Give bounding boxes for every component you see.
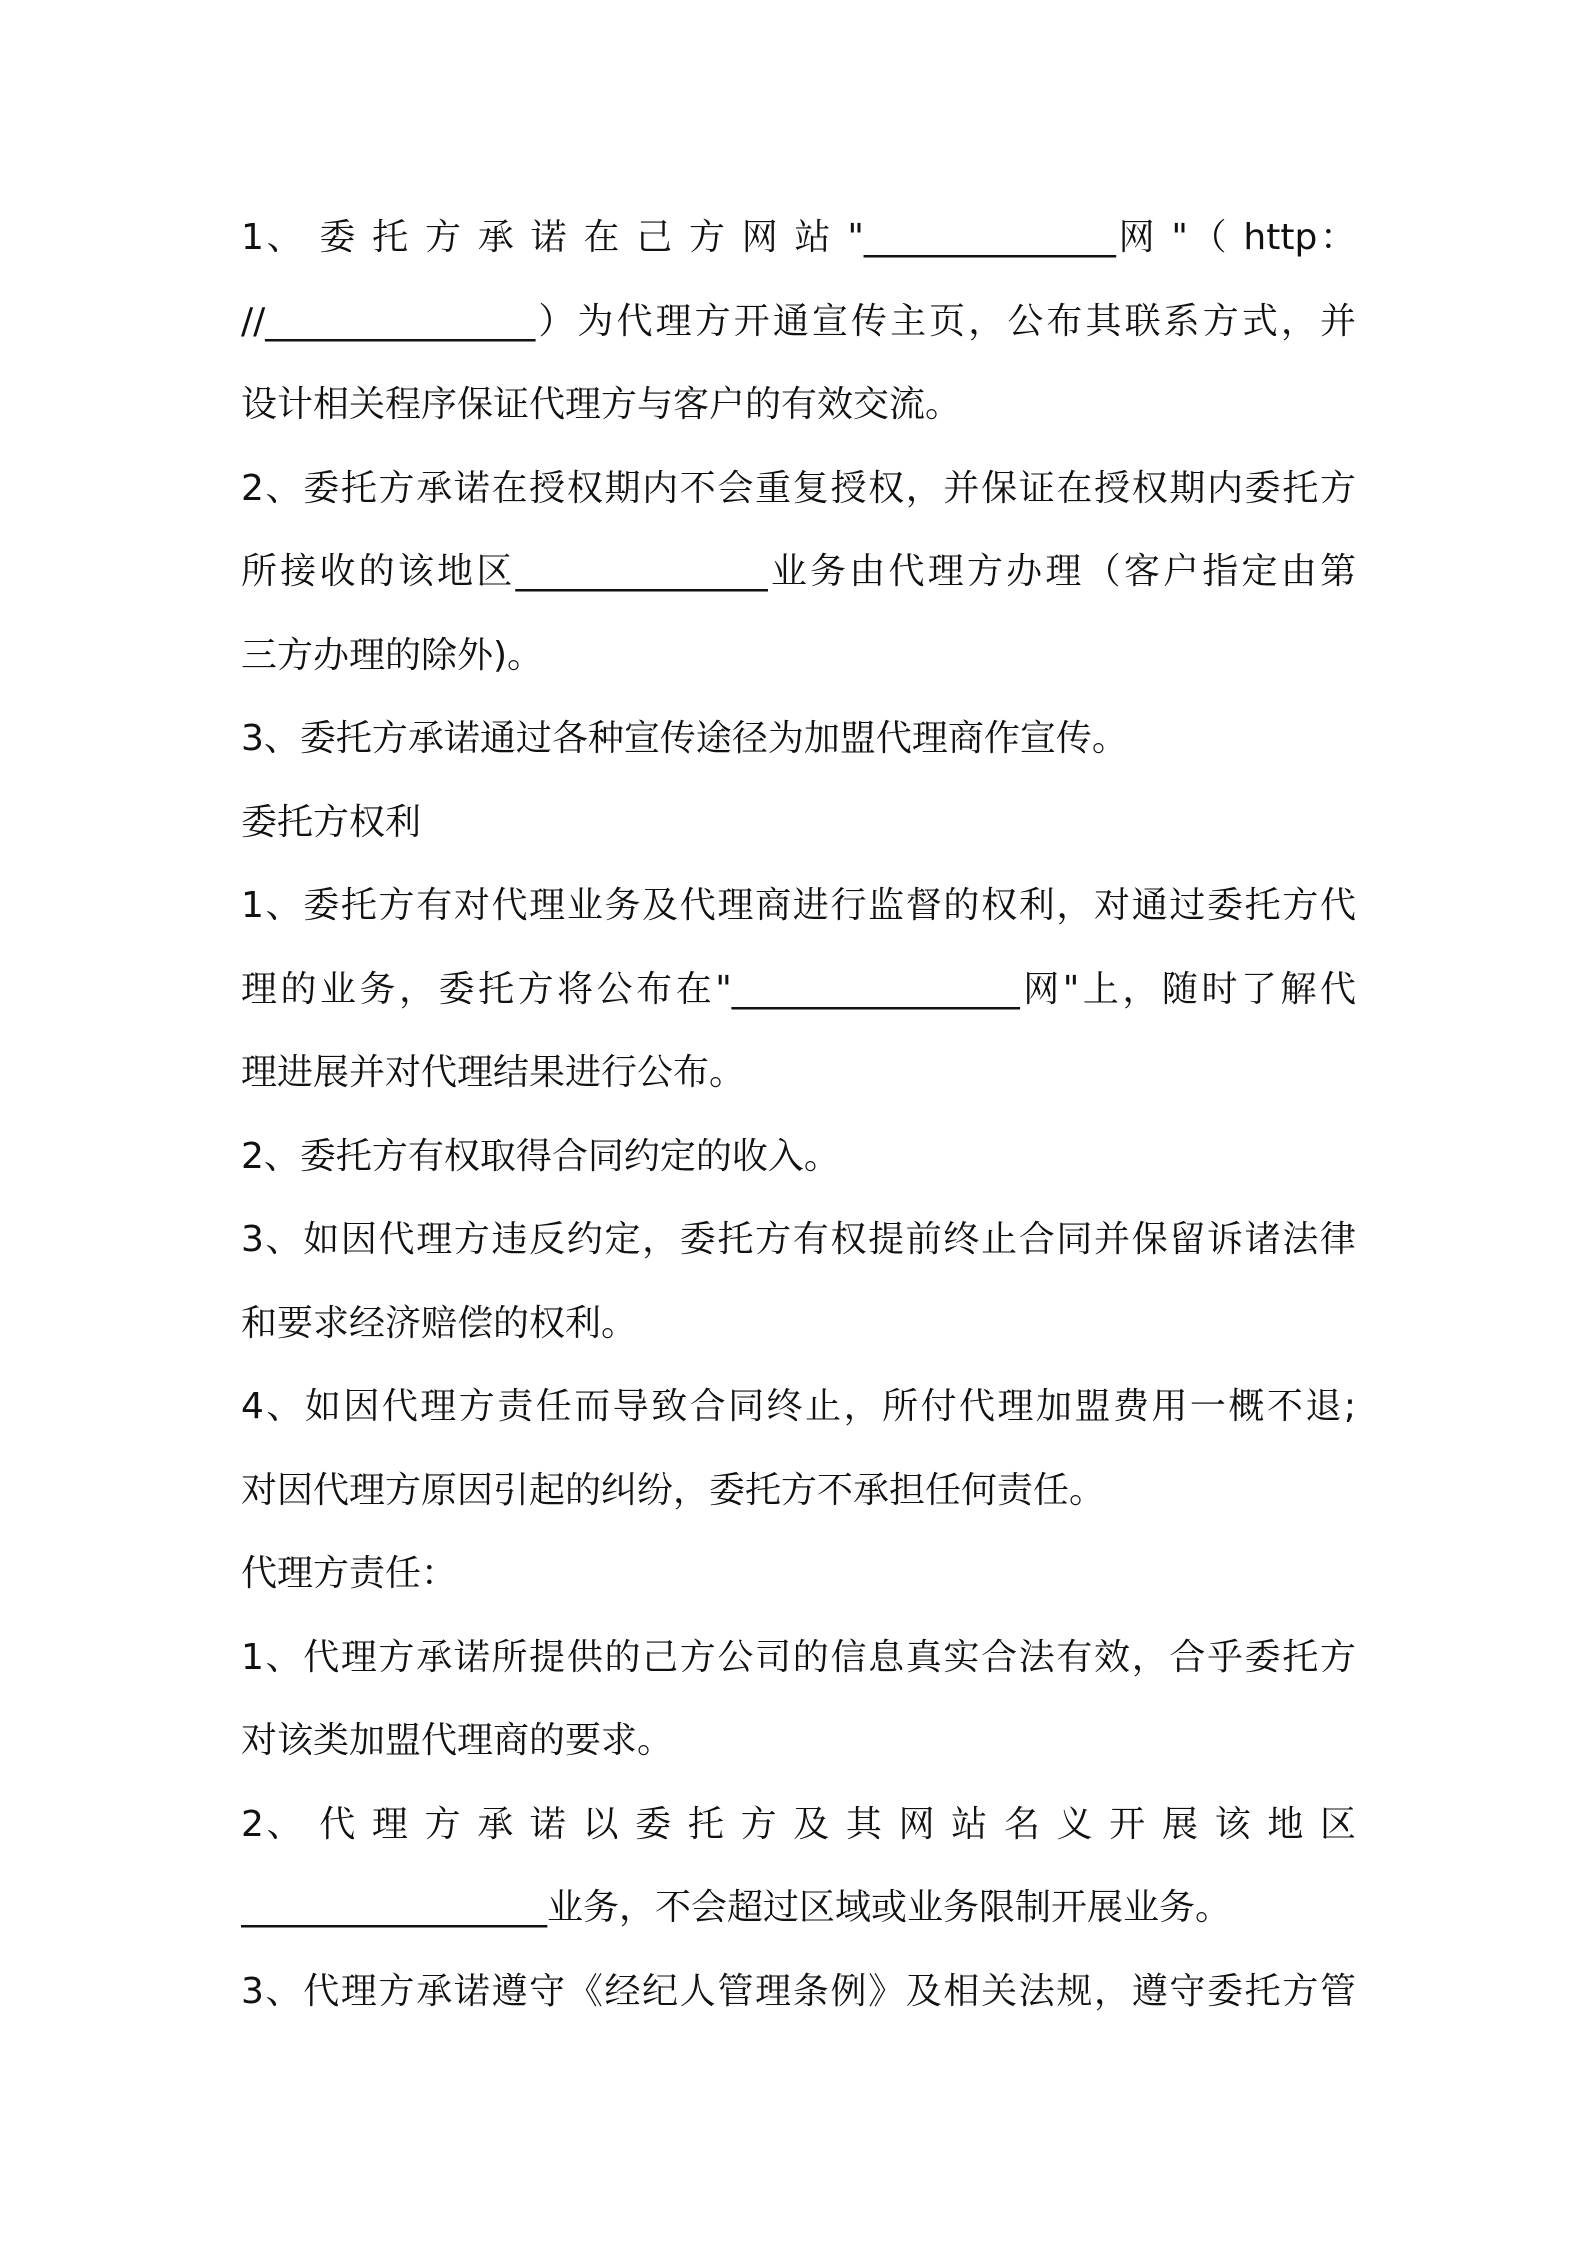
text-line: 理进展并对代理结果进行公布。 xyxy=(241,1052,746,1093)
text-line: 1、 委 托 方 承 诺 在 己 方 网 站 "______________网 "（ http： xyxy=(241,217,1356,258)
text-line: _________________业务，不会超过区域或业务限制开展业务。 xyxy=(241,1887,1232,1928)
text-line: 所接收的该地区______________业务由代理方办理（客户指定由第 xyxy=(241,551,1356,592)
text-line: 和要求经济赔偿的权利。 xyxy=(241,1302,638,1344)
text-line: 3、如因代理方违反约定，委托方有权提前终止合同并保留诉诸法律 xyxy=(241,1219,1356,1260)
text-line: 对因代理方原因引起的纠纷，委托方不承担任何责任。 xyxy=(241,1469,1106,1511)
text-line: 2、 代 理 方 承 诺 以 委 托 方 及 其 网 站 名 义 开 展 该 地 区 xyxy=(241,1803,1356,1845)
text-line: 1、代理方承诺所提供的己方公司的信息真实合法有效，合乎委托方 xyxy=(241,1636,1356,1678)
text-line: 2、委托方承诺在授权期内不会重复授权，并保证在授权期内委托方 xyxy=(241,467,1356,509)
text-line: 设计相关程序保证代理方与客户的有效交流。 xyxy=(241,384,962,425)
text-line: 2、委托方有权取得合同约定的收入。 xyxy=(241,1135,840,1177)
text-line: 3、委托方承诺通过各种宣传途径为加盟代理商作宣传。 xyxy=(241,718,1128,759)
text-line: 4、如因代理方责任而导致合同终止，所付代理加盟费用一概不退; xyxy=(241,1386,1356,1427)
text-line: 1、委托方有对代理业务及代理商进行监督的权利，对通过委托方代 xyxy=(241,885,1356,926)
document-body xyxy=(241,196,1356,2033)
text-line: 理的业务，委托方将公布在"________________网"上，随时了解代 xyxy=(241,968,1356,1010)
text-line: //_______________）为代理方开通宣传主页，公布其联系方式，并 xyxy=(241,300,1356,342)
text-line: 对该类加盟代理商的要求。 xyxy=(241,1720,674,1761)
section-heading: 代理方责任： xyxy=(241,1553,458,1594)
text-line: 3、代理方承诺遵守《经纪人管理条例》及相关法规，遵守委托方管 xyxy=(241,1970,1356,2012)
section-heading: 委托方权利 xyxy=(241,801,422,843)
text-line: 三方办理的除外)。 xyxy=(241,634,544,676)
